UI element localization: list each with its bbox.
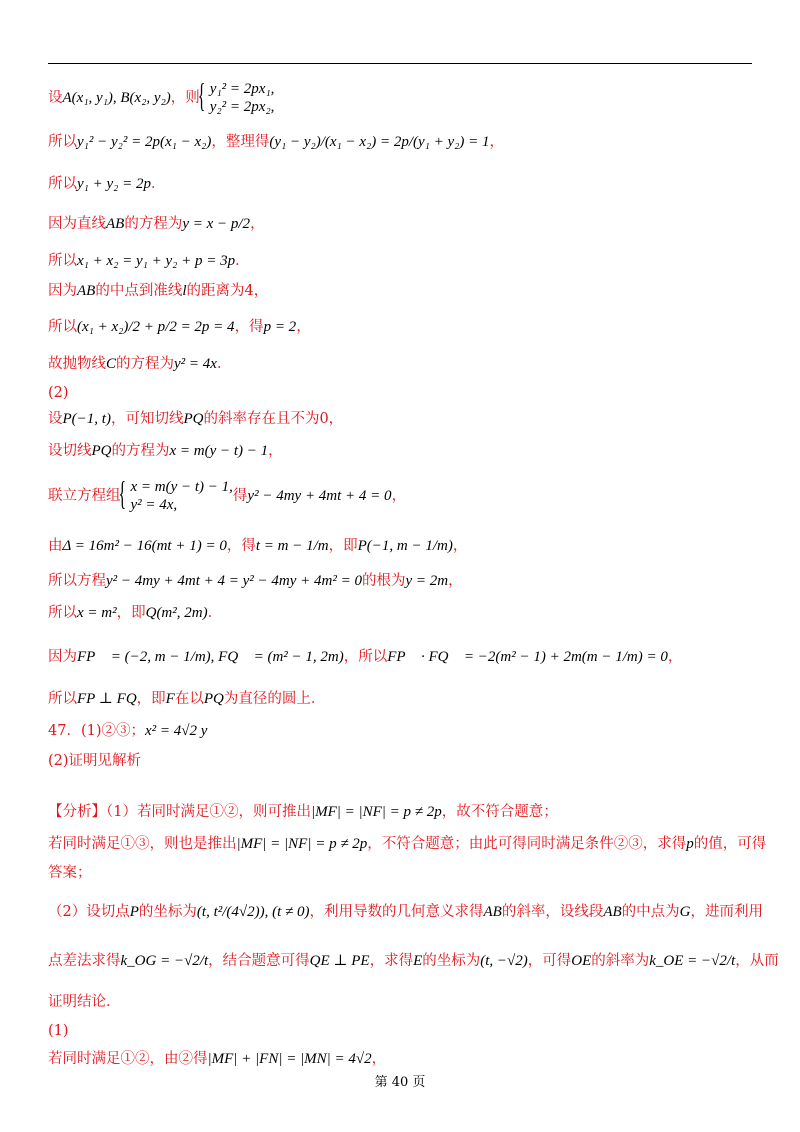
- text-run: ，: [667, 649, 683, 665]
- math-expression: (x₁ + x₂)/2 + p/2 = 2p = 4: [77, 319, 235, 335]
- text-run: 若同时满足①③，则也是推出: [48, 836, 237, 852]
- system-equation-row: y² = 4x,: [130, 497, 178, 513]
- text-run: (1): [48, 1023, 69, 1039]
- text-run: 所以: [48, 319, 77, 335]
- math-expression: C: [106, 356, 117, 372]
- text-run: ．: [235, 253, 250, 269]
- text-run: 因为: [48, 283, 77, 299]
- math-expression: AB: [483, 904, 502, 920]
- text-run: 的根为: [361, 573, 406, 589]
- text-run: ．: [216, 356, 232, 372]
- text-run: 在以: [174, 691, 204, 707]
- text-line-l8: [48, 355, 231, 373]
- math-expression: P: [129, 904, 139, 920]
- text-run: 的方程为: [111, 443, 170, 459]
- text-run: ，所以: [343, 649, 388, 665]
- text-run: ，: [296, 319, 311, 335]
- math-expression: t = m − 1/m: [255, 538, 329, 554]
- text-run: （2）设切点: [48, 904, 130, 920]
- text-line-l27: [48, 1050, 386, 1068]
- text-run: ，求得: [369, 953, 414, 969]
- text-line-l5: [48, 252, 250, 270]
- text-line-l25: [48, 993, 121, 1011]
- text-run: ，可得: [527, 953, 572, 969]
- text-line-l16: [48, 648, 682, 666]
- text-run: ，整理得: [211, 134, 270, 150]
- math-expression: l: [182, 283, 187, 299]
- math-expression: |MF| + |FN| = |MN| = 4√2: [207, 1051, 372, 1067]
- math-expression: F: [165, 691, 175, 707]
- text-line-l15: [48, 604, 222, 622]
- text-run: 证明结论．: [48, 994, 121, 1010]
- text-run: ，得: [226, 538, 256, 554]
- math-expression: y² − 4my + 4mt + 4 = 0: [247, 488, 392, 504]
- math-expression: x = m(y − t) − 1: [169, 443, 269, 459]
- math-expression: y₁ + y₂ = 2p: [77, 176, 151, 192]
- text-run: 若同时满足①②，由②得: [48, 1051, 208, 1067]
- text-run: 的中点到准线: [95, 283, 183, 299]
- math-expression: (t, t²/(4√2)), (t ≠ 0): [196, 904, 310, 920]
- math-expression: E: [413, 953, 423, 969]
- text-line-l20: [48, 803, 558, 821]
- math-expression: PQ: [91, 443, 112, 459]
- math-expression: PQ: [183, 411, 204, 427]
- text-run: 的坐标为: [138, 904, 197, 920]
- math-expression: |MF| = |NF| = p ≠ 2p: [236, 836, 368, 852]
- text-line-l21: [48, 835, 766, 853]
- text-line-l7: [48, 318, 311, 336]
- text-run: 故抛物线: [48, 356, 106, 372]
- text-run: 所以: [48, 605, 77, 621]
- text-line-l22: [48, 864, 92, 882]
- text-run: 的方程为: [124, 216, 183, 232]
- text-run: 所以方程: [48, 573, 106, 589]
- text-line-l14: [48, 572, 463, 590]
- math-expression: FP⃗ = (−2, m − 1/m), FQ⃗ = (m² − 1, 2m): [77, 649, 344, 665]
- text-run: ，进而利用: [690, 904, 764, 920]
- math-expression: Q(m², 2m): [145, 605, 208, 621]
- text-run: ，即: [136, 691, 166, 707]
- text-run: 联立方程组: [48, 488, 121, 504]
- math-expression: y² − 4my + 4mt + 4 = y² − 4my + 4m² = 0: [106, 573, 362, 589]
- text-run: 得: [232, 488, 248, 504]
- text-run: ，: [489, 134, 504, 150]
- text-line-l4: [48, 215, 265, 233]
- text-run: 因为: [48, 649, 77, 665]
- math-expression: y² = 4x: [174, 356, 217, 372]
- text-line-l13: [48, 537, 467, 555]
- text-run: ，结合题意可得: [208, 953, 310, 969]
- text-run: ，即: [328, 538, 358, 554]
- math-expression: AB: [106, 216, 125, 232]
- text-run: 的方程为: [116, 356, 175, 372]
- text-run: ，则: [170, 90, 200, 106]
- system-equation-row: y₂² = 2px₂,: [209, 99, 275, 115]
- math-expression: k_OE = −√2/t: [649, 953, 736, 969]
- math-expression: y = x − p/2: [182, 216, 251, 232]
- math-expression: p = 2: [263, 319, 297, 335]
- math-expression: OE: [571, 953, 592, 969]
- text-run: ，: [268, 443, 283, 459]
- text-run: 所以: [48, 253, 77, 269]
- math-expression: y₁² − y₂² = 2p(x₁ − x₂): [77, 134, 212, 150]
- text-run: ，即: [116, 605, 146, 621]
- text-run: 47．(1)②③；: [48, 723, 145, 739]
- text-run: 由: [48, 538, 63, 554]
- math-expression: A(x₁, y₁), B(x₂, y₂): [62, 90, 171, 106]
- text-run: 所以: [48, 134, 77, 150]
- math-expression: QE ⊥ PE: [309, 953, 370, 969]
- text-run: 设: [48, 411, 63, 427]
- math-expression: PQ: [203, 691, 224, 707]
- text-run: 的斜率为: [591, 953, 650, 969]
- text-run: 点差法求得: [48, 953, 121, 969]
- text-run: 设: [48, 90, 63, 106]
- math-expression: x₁ + x₂ = y₁ + y₂ + p = 3p: [77, 253, 236, 269]
- text-run: 的坐标为: [422, 953, 481, 969]
- text-run: 为直径的圆上．: [223, 691, 326, 707]
- text-line-l1: [48, 80, 274, 116]
- math-expression: FP ⊥ FQ: [77, 691, 137, 707]
- math-expression: (t, −√2): [480, 953, 528, 969]
- system-equation-row: { x = m(y − t) − 1,: [130, 479, 233, 495]
- text-run: ，: [448, 573, 463, 589]
- math-expression: AB: [603, 904, 622, 920]
- text-line-l10: [48, 410, 343, 428]
- text-run: ，故不符合题意；: [441, 804, 558, 820]
- equation-system: [121, 478, 233, 514]
- text-line-l2: [48, 133, 504, 151]
- text-run: ，利用导数的几何意义求得: [309, 904, 484, 920]
- text-run: 的斜率，设线段: [501, 904, 604, 920]
- math-expression: k_OG = −√2/t: [120, 953, 209, 969]
- text-run: ，: [452, 538, 468, 554]
- text-run: 的值，可得: [693, 836, 767, 852]
- text-line-l26: [48, 1022, 69, 1040]
- system-equation-row: { y₁² = 2px₁,: [209, 81, 275, 97]
- math-expression: FP⃗ · FQ⃗ = −2(m² − 1) + 2m(m − 1/m) = 0: [387, 649, 668, 665]
- text-line-l3: [48, 175, 166, 193]
- text-run: 的距离为4，: [186, 283, 269, 299]
- math-expression: x = m²: [77, 605, 117, 621]
- math-expression: p: [686, 836, 694, 852]
- text-line-l19: [48, 752, 141, 770]
- math-expression: x² = 4√2 y: [145, 723, 208, 739]
- math-expression: y = 2m: [405, 573, 449, 589]
- text-run: ，: [391, 488, 407, 504]
- text-run: ，可知切线: [110, 411, 184, 427]
- text-run: 因为直线: [48, 216, 106, 232]
- text-run: ，: [371, 1051, 387, 1067]
- text-run: 的斜率存在且不为0，: [203, 411, 344, 427]
- text-run: ，: [250, 216, 265, 232]
- text-line-l6: [48, 282, 268, 300]
- text-run: 所以: [48, 691, 77, 707]
- text-run: 的中点为: [621, 904, 680, 920]
- text-line-l11: [48, 442, 283, 460]
- text-run: ．: [151, 176, 166, 192]
- equation-system: [200, 80, 275, 116]
- text-run: (2): [48, 385, 69, 401]
- text-line-l12: [48, 478, 406, 514]
- math-expression: |MF| = |NF| = p ≠ 2p: [310, 804, 442, 820]
- text-line-l24: [48, 952, 779, 970]
- math-expression: Δ = 16m² − 16(mt + 1) = 0: [62, 538, 227, 554]
- text-run: ．: [207, 605, 223, 621]
- text-run: 答案；: [48, 865, 92, 881]
- text-run: ，得: [234, 319, 264, 335]
- math-expression: P(−1, t): [62, 411, 111, 427]
- page-footer: 第 40 页: [374, 1075, 426, 1090]
- text-run: ，从而: [735, 953, 779, 969]
- text-line-l9: [48, 384, 69, 402]
- text-run: 【分析】（1）若同时满足①②，则可推出: [48, 804, 311, 820]
- text-run: ，不符合题意；由此可得同时满足条件②③，求得: [367, 836, 687, 852]
- text-run: 所以: [48, 176, 77, 192]
- math-expression: AB: [77, 283, 96, 299]
- math-expression: G: [679, 904, 691, 920]
- header-rule: [48, 63, 752, 64]
- math-expression: (y₁ − y₂)/(x₁ − x₂) = 2p/(y₁ + y₂) = 1: [269, 134, 490, 150]
- text-run: 设切线: [48, 443, 92, 459]
- text-run: (2)证明见解析: [48, 753, 142, 769]
- math-expression: P(−1, m − 1/m): [357, 538, 453, 554]
- text-line-l17: [48, 690, 325, 708]
- text-line-l23: [48, 903, 763, 921]
- text-line-l18: [48, 722, 207, 740]
